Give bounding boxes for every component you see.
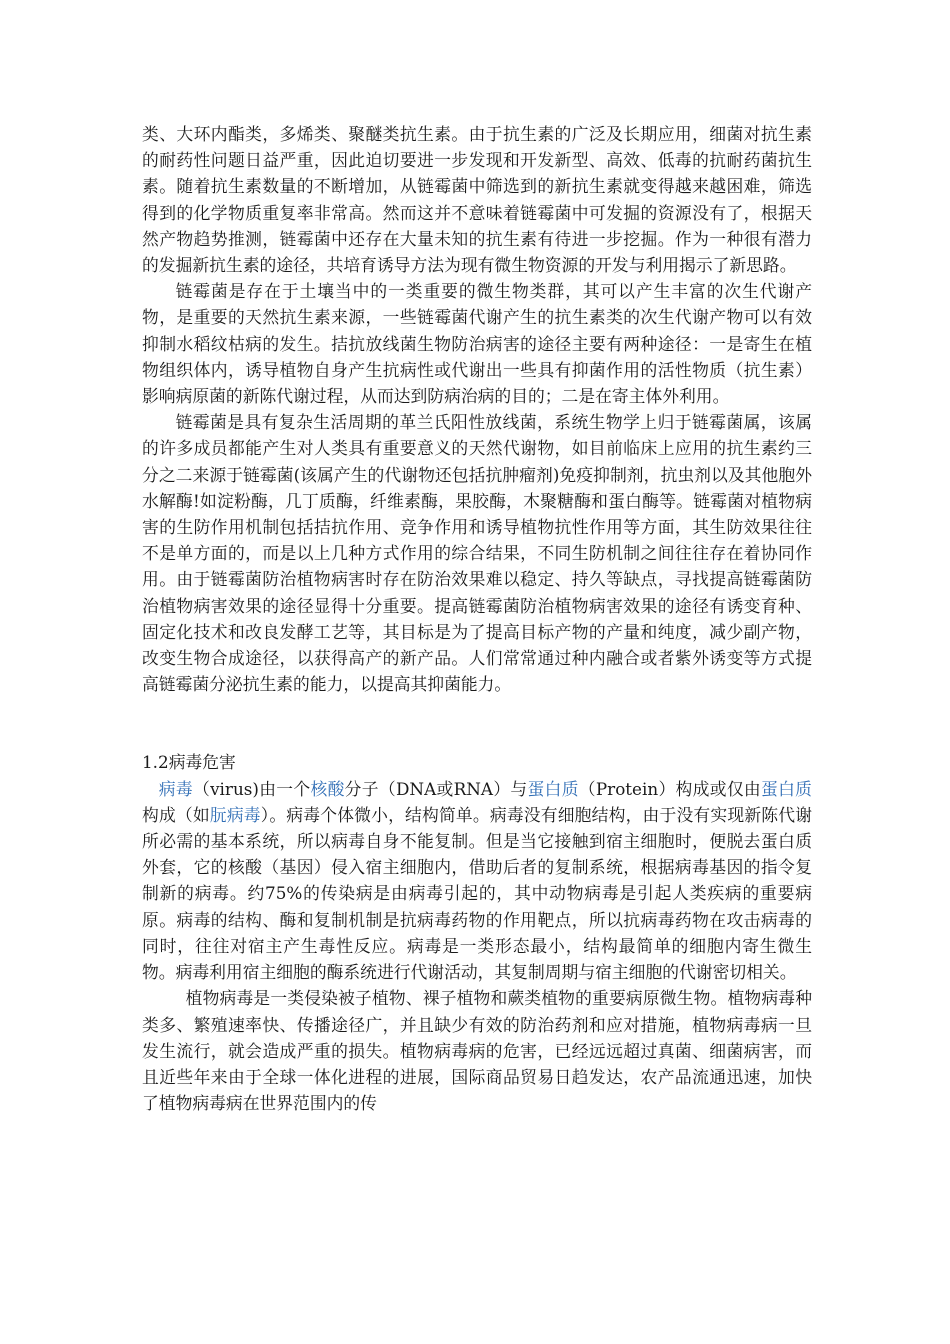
link-protein[interactable]: 蛋白质: [527, 778, 579, 799]
text-fragment: （Protein）构成或仅由: [578, 778, 761, 799]
section-heading: 1.2病毒危害: [142, 752, 236, 773]
link-protein-2[interactable]: 蛋白质: [761, 778, 812, 799]
link-nucleic-acid[interactable]: 核酸: [310, 778, 345, 799]
paragraph-streptomyces-soil: 链霉菌是存在于土壤当中的一类重要的微生物类群，其可以产生丰富的次生代谢产物，是重要的天然抗生素来源，一些链霉菌代谢产生的抗生素类的次生代谢产物可以有效抑制水稻纹枯病的发生。拮抗放线菌生物防治病害的途径主要有两种途径：一是寄生在植物组织体内，诱导植物自身产生抗病性或代谢出一些具有抑菌作用的活性物质（抗生素）影响病原菌的新陈代谢过程，从而达到防病治病的目的；二是在寄主体外利用。: [142, 281, 812, 407]
paragraph-streptomyces-mechanism: 链霉菌是具有复杂生活周期的革兰氏阳性放线菌，系统生物学上归于链霉菌属，该属的许多成员都能产生对人类具有重要意义的天然代谢物，如目前临床上应用的抗生素约三分之二来源于链霉菌(该属产生的代谢物还包括抗肿瘤剂)免疫抑制剂，抗虫剂以及其他胞外水解酶!如淀粉酶，几丁质酶，纤维素酶，果胶酶，木聚糖酶和蛋白酶等。链霉菌对植物病害的生防作用机制包括拮抗作用、竞争作用和诱导植物抗性作用等方面，其生防效果往往不是单方面的，而是以上几种方式作用的综合结果，不同生防机制之间往往存在着协同作用。由于链霉菌防治植物病害时存在防治效果难以稳定、持久等缺点，寻找提高链霉菌防治植物病害效果的途径显得十分重要。提高链霉菌防治植物病害效果的途径有诱变育种、固定化技术和改良发酵工艺等，其目标是为了提高目标产物的产量和纯度，减少副产物，改变生物合成途径，以获得高产的新产品。人们常常通过种内融合或者紫外诱变等方式提高链霉菌分泌抗生素的能力，以提高其抑菌能力。: [142, 412, 812, 695]
link-prion[interactable]: 朊病毒: [209, 804, 261, 825]
document-body: [142, 121, 812, 1116]
text-fragment: （virus)由一个: [192, 778, 311, 799]
text-fragment: 构成（如: [142, 804, 210, 825]
link-virus[interactable]: 病毒: [158, 778, 193, 799]
paragraph-virus-definition: [142, 776, 812, 986]
text-fragment: 分子（DNA或RNA）与: [344, 778, 528, 799]
paragraph-antibiotics: 类、大环内酯类，多烯类、聚醚类抗生素。由于抗生素的广泛及长期应用，细菌对抗生素的耐药性问题日益严重，因此迫切要进一步发现和开发新型、高效、低毒的抗耐药菌抗生素。随着抗生素数量的不断增加，从链霉菌中筛选到的新抗生素就变得越来越困难，筛选得到的化学物质重复率非常高。然而这并不意味着链霉菌中可发掘的资源没有了，根据天然产物趋势推测，链霉菌中还存在大量未知的抗生素有待进一步挖掘。作为一种很有潜力的发掘新抗生素的途径，共培育诱导方法为现有微生物资源的开发与利用揭示了新思路。: [142, 124, 812, 276]
text-fragment: ）。病毒个体微小，结构简单。病毒没有细胞结构，由于没有实现新陈代谢所必需的基本系统，所以病毒自身不能复制。但是当它接触到宿主细胞时，便脱去蛋白质外套，它的核酸（基因）侵入宿主细胞内，借助后者的复制系统，根据病毒基因的指令复制新的病毒。约75%的传染病是由病毒引起的，其中动物病毒是引起人类疾病的重要病原。病毒的结构、酶和复制机制是抗病毒药物的作用靶点，所以抗病毒药物在攻击病毒的同时，往往对宿主产生毒性反应。病毒是一类形态最小，结构最简单的细胞内寄生微生物。病毒利用宿主细胞的酶系统进行代谢活动，其复制周期与宿主细胞的代谢密切相关。: [142, 804, 812, 983]
paragraph-plant-virus: 植物病毒是一类侵染被子植物、裸子植物和蕨类植物的重要病原微生物。植物病毒种类多、繁殖速率快、传播途径广，并且缺少有效的防治药剂和应对措施，植物病毒病一旦发生流行，就会造成严重的损失。植物病毒病的危害，已经远远超过真菌、细菌病害，而且近些年来由于全球一体化进程的进展，国际商品贸易日趋发达，农产品流通迅速，加快了植物病毒病在世界范围内的传: [142, 988, 812, 1114]
section-spacer: [142, 697, 812, 749]
